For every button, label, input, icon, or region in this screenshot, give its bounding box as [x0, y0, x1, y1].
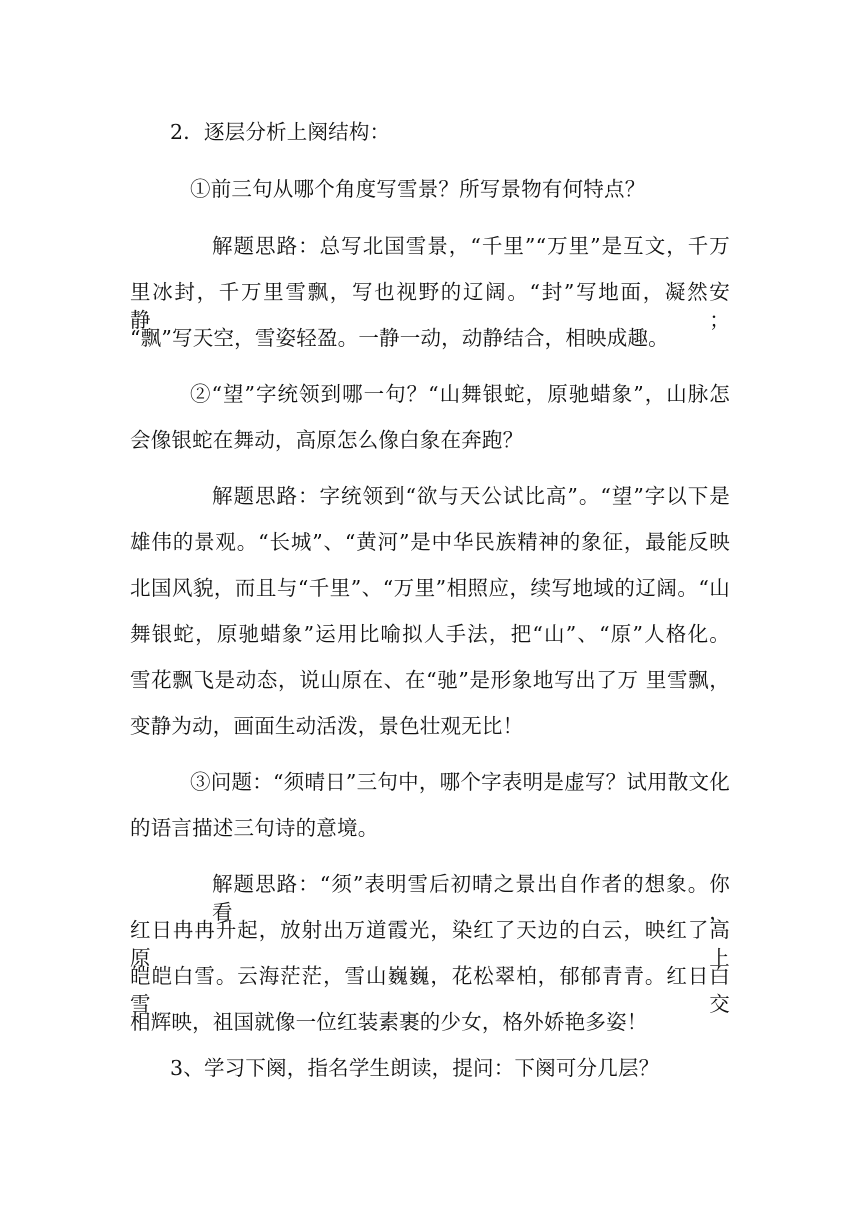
answer-3-line-3: 皑皑白雪。云海茫茫，雪山巍巍，花松翠柏，郁郁青青。红日白雪交	[130, 964, 730, 1016]
answer-2-line-2: 雄伟的景观。“长城”、“黄河”是中华民族精神的象征，最能反映	[130, 530, 730, 554]
question-1: ①前三句从哪个角度写雪景？所写景物有何特点？	[190, 177, 646, 201]
answer-3-line-4: 相辉映，祖国就像一位红装素裹的少女，格外娇艳多姿！	[130, 1010, 648, 1034]
question-3-line-1: ③问题：“须晴日”三句中，哪个字表明是虚写？试用散文化	[190, 770, 730, 794]
question-2-line-1: ②“望”字统领到哪一句？“山舞银蛇，原驰蜡象”，山脉怎	[190, 382, 730, 406]
answer-2-line-3: 北国风貌，而且与“千里”、“万里”相照应，续写地域的辽阔。“山	[130, 576, 730, 600]
answer-3-line-1: 解题思路：“须”表明雪后初晴之景出自作者的想象。你看，	[212, 872, 730, 924]
answer-2-line-5: 雪花飘飞是动态，说山原在、在“驰”是形象地写出了万 里雪飘，	[130, 668, 730, 692]
answer-3-line-2: 红日冉冉升起，放射出万道霞光，染红了天边的白云，映红了高原上	[130, 918, 730, 970]
answer-1-line-2: 里冰封，千万里雪飘，写也视野的辽阔。“封”写地面，凝然安静；	[130, 280, 730, 332]
answer-2-line-6: 变静为动，画面生动活泼，景色壮观无比！	[130, 714, 524, 738]
answer-1-line-1: 解题思路：总写北国雪景，“千里”“万里”是互文，千万	[212, 234, 730, 258]
section-heading-3: 3、学习下阕，指名学生朗读，提问：下阕可分几层？	[170, 1056, 660, 1080]
question-3-line-2: 的语言描述三句诗的意境。	[130, 816, 379, 840]
section-heading-2: 2．逐层分析上阕结构：	[170, 120, 391, 144]
question-2-line-2: 会像银蛇在舞动，高原怎么像白象在奔跑？	[130, 428, 524, 452]
answer-2-line-4: 舞银蛇，原驰蜡象”运用比喻拟人手法，把“山”、“原”人格化。	[130, 622, 730, 646]
answer-2-line-1: 解题思路：字统领到“欲与天公试比高”。“望”字以下是	[212, 484, 730, 508]
answer-1-line-3: “飘”写天空，雪姿轻盈。一静一动，动静结合，相映成趣。	[130, 326, 669, 350]
